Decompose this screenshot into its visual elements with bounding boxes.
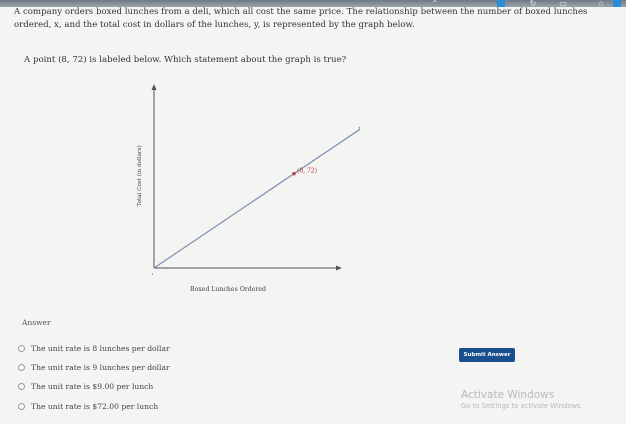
watermark-title: Activate Windows [461, 389, 555, 401]
answer-option-1[interactable] [18, 342, 170, 354]
radio-button[interactable] [18, 364, 25, 371]
x-axis-arrow [336, 266, 342, 271]
activate-windows-watermark [461, 389, 583, 410]
answer-option-4[interactable] [18, 400, 158, 412]
question-text: A company orders boxed lunches from a deli, which all cost the same price. The relationship between the number of boxed lunches ordered, x, and the total cost in dollars of the lunches, y, is represented by the graph below. [14, 7, 588, 30]
series-line [154, 127, 360, 268]
cost-graph [120, 80, 360, 295]
refresh-icon[interactable]: ↻ [529, 0, 537, 8]
x-axis-label: Boxed Lunches Ordered [190, 286, 266, 293]
submit-answer-button[interactable]: Submit Answer [459, 348, 515, 362]
radio-button[interactable] [18, 345, 25, 352]
answer-option-2[interactable] [18, 361, 170, 373]
radio-button[interactable] [18, 403, 25, 410]
point-label: (8, 72) [297, 167, 317, 175]
y-axis-arrow [152, 84, 157, 90]
question-prompt: A point (8, 72) is labeled below. Which statement about the graph is true? [24, 55, 347, 65]
origin-dot: • [151, 272, 154, 278]
option-text: The unit rate is $9.00 per lunch [31, 381, 154, 391]
answer-option-3[interactable] [18, 380, 153, 392]
radio-button[interactable] [18, 383, 25, 390]
option-text: The unit rate is $72.00 per lunch [31, 401, 159, 411]
chevron-icon[interactable]: ⌃ [431, 0, 439, 8]
favorites-icon[interactable]: ☆ [597, 0, 605, 8]
watermark-subtitle: Go to Settings to activate Windows. [461, 402, 583, 410]
option-text: The unit rate is 8 lunches per dollar [31, 343, 170, 353]
data-point [292, 172, 296, 176]
y-axis-label: Total Cost (in dollars) [137, 145, 143, 207]
option-text: The unit rate is 9 lunches per dollar [31, 362, 170, 372]
tab-icon[interactable]: ▭ [559, 0, 567, 8]
profile-icon[interactable] [613, 0, 621, 7]
answer-label: Answer [22, 318, 51, 327]
